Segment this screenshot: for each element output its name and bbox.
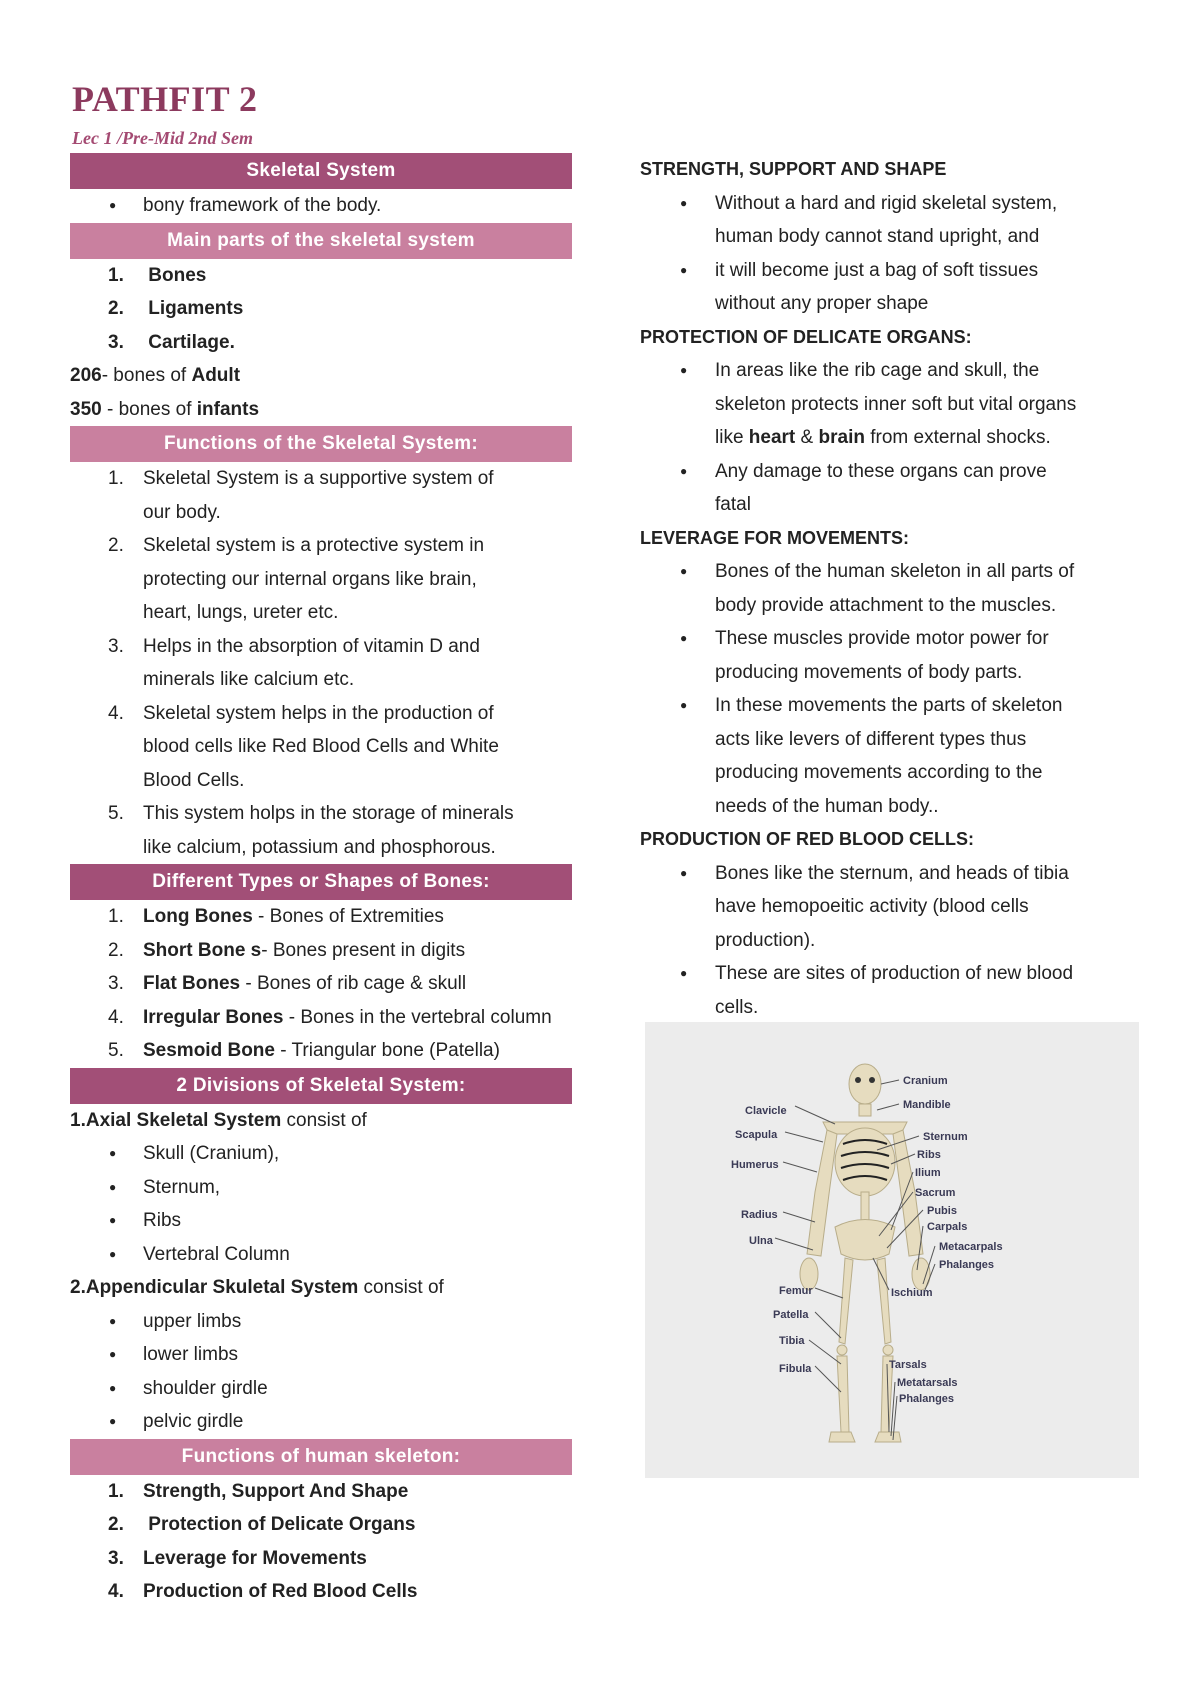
section-bar-skeletal-system: Skeletal System — [70, 153, 572, 189]
left-column — [70, 153, 572, 1609]
list-item: 1. Skeletal System is a supportive system of our body. — [108, 468, 494, 523]
label-ribs: Ribs — [917, 1149, 941, 1161]
list-item: 2. Skeletal system is a protective system in protecting our internal organs like brain, heart, lungs, ureter etc. — [108, 535, 485, 623]
list-item: 4. Skeletal system helps in the production of blood cells like Red Blood Cells and White Blood Cells. — [108, 702, 499, 791]
section-bar-divisions: 2 Divisions of Skeletal System: — [70, 1068, 572, 1104]
bullet-item: ● Without a hard and rigid skeletal system, human body cannot stand upright, and — [640, 187, 1140, 254]
bullet-item: ● In these movements the parts of skeleton acts like levers of different types thus producing movements according to the needs of the human body.. — [640, 689, 1140, 823]
label-phalanges-hand: Phalanges — [939, 1259, 995, 1271]
label-mandible: Mandible — [903, 1099, 951, 1111]
label-femur: Femur — [779, 1285, 813, 1297]
label-humerus: Humerus — [731, 1159, 779, 1171]
label-tarsals: Tarsals — [889, 1359, 927, 1371]
axial-heading: 1.Axial Skeletal System consist of — [70, 1109, 367, 1131]
list-item: 3. Helps in the absorption of vitamin D and minerals like calcium etc. — [108, 635, 480, 690]
list-item: 1. Bones — [108, 264, 207, 286]
page-subtitle: Lec 1 /Pre-Mid 2nd Sem — [72, 128, 253, 148]
bullet-item: ● Any damage to these organs can prove fatal — [640, 455, 1140, 522]
section-heading-strength: STRENGTH, SUPPORT AND SHAPE — [640, 159, 947, 179]
bullet-item: ● upper limbs — [70, 1305, 572, 1339]
bullet-item: ● Vertebral Column — [70, 1238, 572, 1272]
right-column — [640, 153, 1140, 1024]
bullet-item: ● Ribs — [70, 1204, 572, 1238]
section-bar-functions: Functions of the Skeletal System: — [70, 426, 572, 462]
list-item: 2. Ligaments — [108, 298, 244, 319]
label-scapula: Scapula — [735, 1129, 778, 1141]
bullet-item: ● Sternum, — [70, 1171, 572, 1205]
list-item: 2. Protection of Delicate Organs — [108, 1514, 416, 1535]
list-item: 1. Strength, Support And Shape — [108, 1480, 409, 1502]
label-ilium: Ilium — [915, 1167, 941, 1179]
label-phalanges-foot: Phalanges — [899, 1393, 955, 1405]
label-metatarsals: Metatarsals — [897, 1377, 958, 1389]
section-bar-human-skeleton: Functions of human skeleton: — [70, 1439, 572, 1475]
label-ulna: Ulna — [749, 1235, 773, 1247]
bone-count-infant: 350 - bones of infants — [70, 398, 260, 420]
section-heading-rbc: PRODUCTION OF RED BLOOD CELLS: — [640, 829, 974, 849]
list-item: 3. Flat Bones - Bones of rib cage & skull — [108, 973, 467, 994]
list-item: 1. Long Bones - Bones of Extremities — [108, 906, 444, 927]
bullet-item: ● pelvic girdle — [70, 1405, 572, 1439]
label-carpals: Carpals — [927, 1221, 968, 1233]
bullet-item: ● bony framework of the body. — [70, 189, 572, 223]
label-sacrum: Sacrum — [915, 1187, 956, 1199]
list-item: 5. Sesmoid Bone - Triangular bone (Patella) — [108, 1040, 500, 1061]
bullet-item: ● lower limbs — [70, 1338, 572, 1372]
label-ischium: Ischium — [891, 1287, 933, 1299]
label-sternum: Sternum — [923, 1131, 968, 1143]
bullet-item: ● In areas like the rib cage and skull, the skeleton protects inner soft but vital organs like heart & brain from external shocks. — [640, 354, 1140, 455]
section-bar-main-parts: Main parts of the skeletal system — [70, 223, 572, 259]
bullet-item: ● Skull (Cranium), — [70, 1137, 572, 1171]
list-item: 5. This system holps in the storage of minerals like calcium, potassium and phosphorous. — [108, 803, 514, 858]
bullet-item: ● These muscles provide motor power for producing movements of body parts. — [640, 622, 1140, 689]
bullet-item: ● Bones of the human skeleton in all parts of body provide attachment to the muscles. — [640, 555, 1140, 622]
label-tibia: Tibia — [779, 1335, 805, 1347]
section-bar-bone-types: Different Types or Shapes of Bones: — [70, 864, 572, 900]
label-metacarpals: Metacarpals — [939, 1241, 1003, 1253]
list-item: 4. Irregular Bones - Bones in the vertebral column — [108, 1006, 552, 1028]
section-heading-protection: PROTECTION OF DELICATE ORGANS: — [640, 326, 972, 347]
bullet-item: ● These are sites of production of new blood cells. — [640, 957, 1140, 1024]
section-heading-leverage: LEVERAGE FOR MOVEMENTS: — [640, 527, 910, 548]
list-item: 3. Leverage for Movements — [108, 1547, 367, 1569]
list-item: 2. Short Bone s- Bones present in digits — [108, 939, 466, 961]
label-pubis: Pubis — [927, 1205, 957, 1217]
label-fibula: Fibula — [779, 1363, 812, 1375]
bullet-item: ● Bones like the sternum, and heads of tibia have hemopoeitic activity (blood cells production). — [640, 857, 1140, 958]
bullet-item: ● it will become just a bag of soft tissues without any proper shape — [640, 254, 1140, 321]
page-title: PATHFIT 2 — [72, 79, 258, 119]
label-cranium: Cranium — [903, 1075, 948, 1087]
label-radius: Radius — [741, 1209, 778, 1221]
bullet-item: ● shoulder girdle — [70, 1372, 572, 1406]
list-item: 4. Production of Red Blood Cells — [108, 1581, 418, 1602]
label-patella: Patella — [773, 1309, 809, 1321]
appendicular-heading: 2.Appendicular Skuletal System consist of — [70, 1277, 444, 1298]
skeleton-svg — [645, 1022, 1139, 1478]
skeleton-diagram — [645, 1022, 1139, 1478]
bone-count-adult: 206- bones of Adult — [70, 365, 241, 386]
label-clavicle: Clavicle — [745, 1105, 787, 1117]
list-item: 3. Cartilage. — [108, 331, 235, 353]
